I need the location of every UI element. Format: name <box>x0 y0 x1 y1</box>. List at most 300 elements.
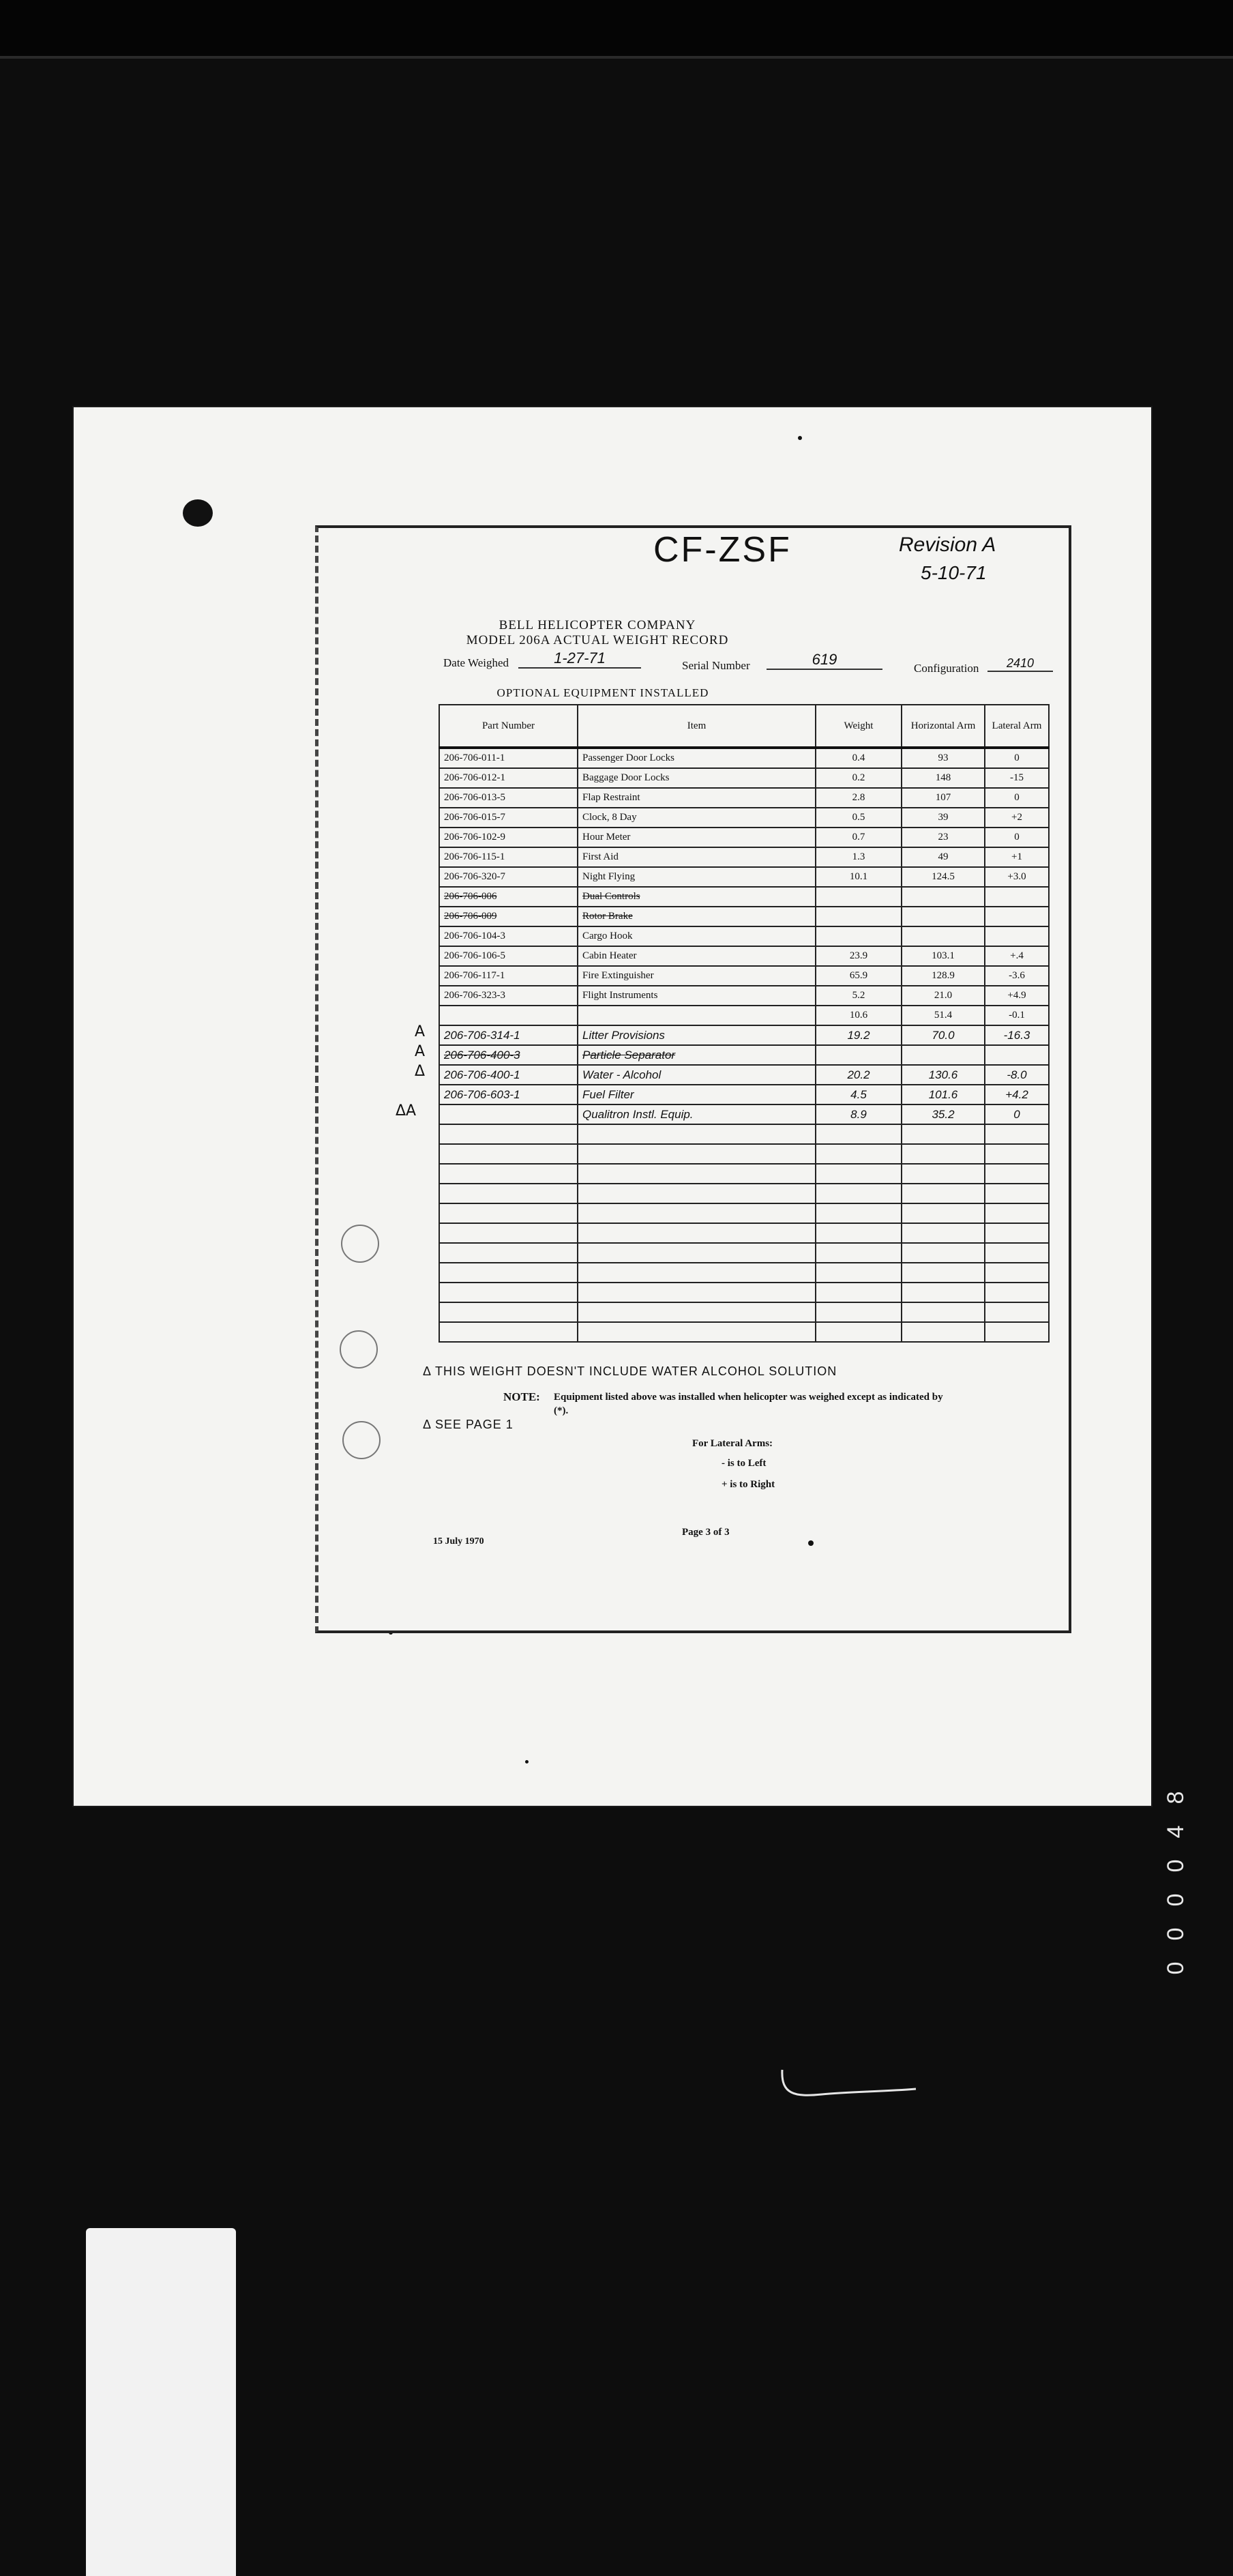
lateral-arm-cell-text: -3.6 <box>1009 970 1025 981</box>
table-row <box>439 1243 1049 1263</box>
part-number-cell <box>439 1263 578 1283</box>
table-row <box>439 1045 1049 1065</box>
ink-blot <box>183 499 213 527</box>
item-cell <box>578 1223 816 1243</box>
date-weighed-label: Date Weighed <box>443 656 509 669</box>
horizontal-arm-cell <box>902 1144 985 1164</box>
item-cell <box>578 1243 816 1263</box>
lateral-arm-cell <box>985 1104 1049 1124</box>
lateral-arm-cell <box>985 1223 1049 1243</box>
horizontal-arm-cell <box>902 1006 985 1025</box>
revision-marker: Δ <box>415 1063 426 1080</box>
lateral-arm-cell <box>985 1283 1049 1302</box>
horizontal-arm-cell-text: 128.9 <box>932 970 955 981</box>
weight-cell <box>816 1322 902 1342</box>
part-number-cell-text: 206-706-400-1 <box>444 1068 520 1081</box>
table-row <box>439 788 1049 808</box>
lateral-arm-cell <box>985 1045 1049 1065</box>
horizontal-arm-cell-text: 21.0 <box>934 990 953 1001</box>
item-cell <box>578 1203 816 1223</box>
lateral-arm-cell-text: -16.3 <box>1003 1028 1030 1042</box>
table-row <box>439 1302 1049 1322</box>
table-row <box>439 1203 1049 1223</box>
weight-cell <box>816 867 902 887</box>
section-title: OPTIONAL EQUIPMENT INSTALLED <box>496 686 709 699</box>
table-row <box>439 907 1049 926</box>
part-number-cell <box>439 1085 578 1104</box>
part-number-cell <box>439 1203 578 1223</box>
item-cell <box>578 887 816 907</box>
column-header-item: Item <box>578 705 816 748</box>
weight-cell <box>816 748 902 768</box>
horizontal-arm-cell <box>902 1104 985 1124</box>
weight-cell-text: 1.3 <box>852 851 865 862</box>
horizontal-arm-cell <box>902 788 985 808</box>
table-row <box>439 1263 1049 1283</box>
part-number-cell <box>439 1243 578 1263</box>
item-cell-text: Rotor Brake <box>582 911 633 922</box>
lateral-arm-cell <box>985 1144 1049 1164</box>
weight-cell-text: 65.9 <box>849 970 868 981</box>
registration-mark: CF-ZSF <box>653 530 792 570</box>
revision-marker: ΔA <box>396 1102 417 1119</box>
table-row <box>439 867 1049 887</box>
handwritten-note-see-page: Δ SEE PAGE 1 <box>423 1418 514 1431</box>
lateral-arm-cell-text: 0 <box>1014 792 1020 803</box>
item-cell-text: Flap Restraint <box>582 792 640 803</box>
weight-cell-text: 23.9 <box>849 950 868 961</box>
lateral-plus-note: + is to Right <box>722 1479 775 1490</box>
item-cell-text: Passenger Door Locks <box>582 752 674 763</box>
weight-cell <box>816 926 902 946</box>
part-number-cell <box>439 1065 578 1085</box>
weight-cell <box>816 1085 902 1104</box>
part-number-cell <box>439 1144 578 1164</box>
item-cell-text: Night Flying <box>582 871 636 882</box>
item-cell <box>578 1164 816 1184</box>
lateral-arm-cell <box>985 966 1049 986</box>
part-number-cell-text: 206-706-011-1 <box>444 752 505 763</box>
table-row <box>439 1124 1049 1144</box>
weight-cell <box>816 1302 902 1322</box>
item-cell <box>578 926 816 946</box>
frame-number-digit: 0 <box>1163 1961 1189 1975</box>
table-row <box>439 1223 1049 1243</box>
weight-cell <box>816 966 902 986</box>
lateral-arm-cell <box>985 1203 1049 1223</box>
horizontal-arm-cell <box>902 1045 985 1065</box>
table-row <box>439 946 1049 966</box>
revision-marker: A <box>415 1023 426 1040</box>
part-number-cell-text: 206-706-102-9 <box>444 832 505 843</box>
film-frame-number <box>1159 1781 1200 1985</box>
part-number-cell <box>439 907 578 926</box>
lateral-arm-cell <box>985 946 1049 966</box>
date-weighed-value: 1-27-71 <box>518 649 641 669</box>
item-cell <box>578 1006 816 1025</box>
horizontal-arm-cell <box>902 828 985 847</box>
horizontal-arm-cell-text: 107 <box>935 792 951 803</box>
horizontal-arm-cell <box>902 986 985 1006</box>
weight-cell <box>816 1243 902 1263</box>
part-number-cell <box>439 1104 578 1124</box>
optional-equipment-table <box>439 704 1050 1343</box>
part-number-cell-text: 206-706-323-3 <box>444 990 505 1001</box>
lateral-arm-cell-text: -15 <box>1010 772 1024 783</box>
part-number-cell <box>439 828 578 847</box>
part-number-cell <box>439 966 578 986</box>
horizontal-arm-cell-text: 49 <box>938 851 949 862</box>
item-cell <box>578 1144 816 1164</box>
item-cell-text: Qualitron Instl. Equip. <box>582 1107 694 1121</box>
column-header-horizontal-arm: Horizontal Arm <box>902 705 985 748</box>
lateral-arm-cell <box>985 1184 1049 1203</box>
item-cell <box>578 1263 816 1283</box>
lateral-arm-cell <box>985 1243 1049 1263</box>
film-scratch-mark <box>781 2067 917 2101</box>
lateral-arm-cell-text: +1 <box>1011 851 1022 862</box>
horizontal-arm-cell <box>902 887 985 907</box>
weight-cell <box>816 847 902 867</box>
lateral-arm-cell-text: 0 <box>1014 752 1020 763</box>
weight-cell-text: 10.6 <box>849 1010 868 1021</box>
item-cell-text: Flight Instruments <box>582 990 658 1001</box>
weight-cell <box>816 887 902 907</box>
part-number-cell <box>439 986 578 1006</box>
horizontal-arm-cell <box>902 946 985 966</box>
weight-cell <box>816 1164 902 1184</box>
weight-cell-text: 0.5 <box>852 812 865 823</box>
lateral-arm-cell-text: +3.0 <box>1007 871 1026 882</box>
lateral-arm-cell-text: -8.0 <box>1007 1068 1027 1081</box>
item-cell <box>578 1184 816 1203</box>
horizontal-arm-cell-text: 70.0 <box>932 1028 955 1042</box>
item-cell <box>578 907 816 926</box>
horizontal-arm-cell <box>902 1223 985 1243</box>
lateral-arms-heading: For Lateral Arms: <box>692 1438 773 1449</box>
horizontal-arm-cell-text: 103.1 <box>932 950 955 961</box>
part-number-cell <box>439 1184 578 1203</box>
part-number-cell <box>439 1025 578 1045</box>
column-header-part-number: Part Number <box>439 705 578 748</box>
column-header-lateral-arm: Lateral Arm <box>985 705 1049 748</box>
part-number-cell-text: 206-706-012-1 <box>444 772 505 783</box>
configuration-value: 2410 <box>987 656 1053 672</box>
part-number-cell <box>439 768 578 788</box>
horizontal-arm-cell <box>902 768 985 788</box>
horizontal-arm-cell <box>902 1085 985 1104</box>
note-label: NOTE: <box>503 1390 540 1403</box>
weight-cell <box>816 1223 902 1243</box>
item-cell <box>578 1045 816 1065</box>
item-cell-text: Particle Separator <box>582 1048 676 1062</box>
horizontal-arm-cell-text: 39 <box>938 812 949 823</box>
table-row <box>439 1085 1049 1104</box>
weight-cell-text: 8.9 <box>850 1107 867 1121</box>
horizontal-arm-cell-text: 130.6 <box>928 1068 958 1081</box>
frame-number-digit: 8 <box>1163 1791 1189 1804</box>
lateral-arm-cell <box>985 768 1049 788</box>
table-row <box>439 1184 1049 1203</box>
weight-cell-text: 4.5 <box>850 1087 867 1101</box>
lateral-arm-cell <box>985 1065 1049 1085</box>
item-cell <box>578 1302 816 1322</box>
weight-cell <box>816 907 902 926</box>
part-number-cell-text: 206-706-400-3 <box>444 1048 520 1062</box>
handwritten-note-weight: Δ THIS WEIGHT DOESN'T INCLUDE WATER ALCOHOL SOLUTION <box>423 1364 837 1378</box>
part-number-cell <box>439 788 578 808</box>
item-cell <box>578 1124 816 1144</box>
lateral-arm-cell-text: +.4 <box>1010 950 1024 961</box>
record-title: MODEL 206A ACTUAL WEIGHT RECORD <box>466 633 729 647</box>
weight-cell-text: 2.8 <box>852 792 865 803</box>
horizontal-arm-cell-text: 23 <box>938 832 949 843</box>
item-cell <box>578 1025 816 1045</box>
lateral-minus-note: - is to Left <box>722 1458 767 1469</box>
table-row <box>439 828 1049 847</box>
item-cell-text: Hour Meter <box>582 832 631 843</box>
lateral-arm-cell <box>985 1085 1049 1104</box>
part-number-cell <box>439 847 578 867</box>
frame-number-digit: 0 <box>1163 1927 1189 1941</box>
serial-number-label: Serial Number <box>682 659 750 672</box>
table-row <box>439 1283 1049 1302</box>
item-cell <box>578 1104 816 1124</box>
item-cell-text: Fire Extinguisher <box>582 970 654 981</box>
weight-cell <box>816 1144 902 1164</box>
weight-cell-text: 10.1 <box>849 871 868 882</box>
lateral-arm-cell <box>985 1263 1049 1283</box>
part-number-cell <box>439 1045 578 1065</box>
part-number-cell-text: 206-706-015-7 <box>444 812 505 823</box>
table-row <box>439 1006 1049 1025</box>
weight-cell <box>816 1263 902 1283</box>
part-number-cell <box>439 887 578 907</box>
lateral-arm-cell <box>985 828 1049 847</box>
weight-cell <box>816 1045 902 1065</box>
lateral-arm-cell <box>985 926 1049 946</box>
part-number-cell <box>439 1283 578 1302</box>
lateral-arm-cell-text: 0 <box>1013 1107 1020 1121</box>
horizontal-arm-cell <box>902 1203 985 1223</box>
horizontal-arm-cell <box>902 1124 985 1144</box>
lateral-arm-cell-text: -0.1 <box>1009 1010 1025 1021</box>
lateral-arm-cell <box>985 887 1049 907</box>
form-date: 15 July 1970 <box>433 1536 484 1547</box>
weight-cell <box>816 1283 902 1302</box>
weight-cell <box>816 1025 902 1045</box>
horizontal-arm-cell-text: 93 <box>938 752 949 763</box>
item-cell-text: Fuel Filter <box>582 1087 634 1101</box>
lateral-arm-cell-text: +4.9 <box>1007 990 1026 1001</box>
speck <box>798 436 802 440</box>
lateral-arm-cell <box>985 748 1049 768</box>
table-row <box>439 1322 1049 1342</box>
lateral-arm-cell <box>985 808 1049 828</box>
lateral-arm-cell-text: +4.2 <box>1005 1087 1028 1101</box>
horizontal-arm-cell <box>902 748 985 768</box>
item-cell <box>578 768 816 788</box>
film-top-strip <box>0 0 1233 58</box>
lateral-arm-cell-text: 0 <box>1014 832 1020 843</box>
item-cell <box>578 966 816 986</box>
horizontal-arm-cell <box>902 1025 985 1045</box>
note-text: Equipment listed above was installed when helicopter was weighed except as indicated by (*). <box>554 1392 943 1416</box>
part-number-cell-text: 206-706-009 <box>444 911 497 922</box>
horizontal-arm-cell-text: 101.6 <box>928 1087 958 1101</box>
item-cell <box>578 1322 816 1342</box>
part-number-cell-text: 206-706-117-1 <box>444 970 505 981</box>
item-cell-text: Litter Provisions <box>582 1028 665 1042</box>
lateral-arm-cell <box>985 1322 1049 1342</box>
horizontal-arm-cell <box>902 1302 985 1322</box>
item-cell-text: Cabin Heater <box>582 950 637 961</box>
part-number-cell-text: 206-706-115-1 <box>444 851 505 862</box>
horizontal-arm-cell-text: 35.2 <box>932 1107 955 1121</box>
part-number-cell-text: 206-706-320-7 <box>444 871 505 882</box>
table-row <box>439 1065 1049 1085</box>
horizontal-arm-cell-text: 148 <box>935 772 951 783</box>
item-cell <box>578 748 816 768</box>
revision-label: Revision A <box>899 533 996 556</box>
horizontal-arm-cell-text: 51.4 <box>934 1010 953 1021</box>
table-row <box>439 926 1049 946</box>
weight-cell-text: 0.2 <box>852 772 865 783</box>
horizontal-arm-cell <box>902 1283 985 1302</box>
item-cell-text: First Aid <box>582 851 619 862</box>
horizontal-arm-cell <box>902 1322 985 1342</box>
frame-number-digit: 0 <box>1163 1893 1189 1907</box>
weight-cell-text: 0.4 <box>852 752 865 763</box>
lateral-arm-cell <box>985 867 1049 887</box>
part-number-cell <box>439 867 578 887</box>
weight-cell <box>816 808 902 828</box>
horizontal-arm-cell <box>902 847 985 867</box>
part-number-cell-text: 206-706-603-1 <box>444 1087 520 1101</box>
lateral-arm-cell <box>985 847 1049 867</box>
part-number-cell-text: 206-706-006 <box>444 891 497 902</box>
part-number-cell-text: 206-706-314-1 <box>444 1028 520 1042</box>
item-cell <box>578 1065 816 1085</box>
weight-cell <box>816 788 902 808</box>
horizontal-arm-cell <box>902 808 985 828</box>
item-cell <box>578 946 816 966</box>
company-name: BELL HELICOPTER COMPANY <box>499 618 696 632</box>
lateral-arm-cell <box>985 986 1049 1006</box>
part-number-cell <box>439 1164 578 1184</box>
item-cell-text: Cargo Hook <box>582 931 633 941</box>
table-row <box>439 847 1049 867</box>
page-number: Page 3 of 3 <box>682 1527 730 1538</box>
table-row <box>439 1025 1049 1045</box>
speck <box>525 1760 529 1763</box>
table-row <box>439 887 1049 907</box>
horizontal-arm-cell <box>902 1065 985 1085</box>
item-cell <box>578 986 816 1006</box>
film-edge-line <box>0 56 1233 59</box>
frame-number-digit: 4 <box>1163 1825 1189 1839</box>
weight-cell <box>816 768 902 788</box>
part-number-cell <box>439 926 578 946</box>
revision-marker: A <box>415 1043 426 1060</box>
horizontal-arm-cell <box>902 1263 985 1283</box>
part-number-cell-text: 206-706-104-3 <box>444 931 505 941</box>
lateral-arm-cell <box>985 1006 1049 1025</box>
horizontal-arm-cell-text: 124.5 <box>932 871 955 882</box>
weight-cell <box>816 946 902 966</box>
table-row <box>439 986 1049 1006</box>
lateral-arm-cell <box>985 1124 1049 1144</box>
part-number-cell <box>439 1223 578 1243</box>
item-cell <box>578 867 816 887</box>
serial-number-value: 619 <box>767 651 882 670</box>
item-cell <box>578 1283 816 1302</box>
item-cell-text: Dual Controls <box>582 891 640 902</box>
weight-cell-text: 0.7 <box>852 832 865 843</box>
horizontal-arm-cell <box>902 966 985 986</box>
table-row <box>439 768 1049 788</box>
lateral-arm-cell <box>985 1025 1049 1045</box>
table-row <box>439 1104 1049 1124</box>
weight-cell <box>816 1065 902 1085</box>
item-cell <box>578 788 816 808</box>
table-row <box>439 748 1049 768</box>
lateral-arm-cell <box>985 1302 1049 1322</box>
weight-cell <box>816 1203 902 1223</box>
horizontal-arm-cell <box>902 1164 985 1184</box>
part-number-cell-text: 206-706-106-5 <box>444 950 505 961</box>
part-number-cell-text: 206-706-013-5 <box>444 792 505 803</box>
item-cell-text: Baggage Door Locks <box>582 772 670 783</box>
horizontal-arm-cell <box>902 867 985 887</box>
lateral-arm-cell <box>985 1164 1049 1184</box>
part-number-cell <box>439 1006 578 1025</box>
table-header-row <box>439 705 1049 748</box>
weight-cell <box>816 986 902 1006</box>
lateral-arm-cell <box>985 788 1049 808</box>
horizontal-arm-cell <box>902 1184 985 1203</box>
weight-cell-text: 5.2 <box>852 990 865 1001</box>
weight-cell-text: 19.2 <box>847 1028 870 1042</box>
item-cell <box>578 847 816 867</box>
weight-cell <box>816 1184 902 1203</box>
table-row <box>439 966 1049 986</box>
revision-date: 5-10-71 <box>921 562 987 583</box>
item-cell <box>578 808 816 828</box>
horizontal-arm-cell <box>902 1243 985 1263</box>
horizontal-arm-cell <box>902 926 985 946</box>
item-cell-text: Water - Alcohol <box>582 1068 662 1081</box>
weight-cell <box>816 828 902 847</box>
configuration-label: Configuration <box>914 662 979 675</box>
table-row <box>439 1164 1049 1184</box>
part-number-cell <box>439 1322 578 1342</box>
lateral-arm-cell <box>985 907 1049 926</box>
part-number-cell <box>439 946 578 966</box>
part-number-cell <box>439 808 578 828</box>
table-row <box>439 1144 1049 1164</box>
lateral-arm-cell-text: +2 <box>1011 812 1022 823</box>
table-row <box>439 808 1049 828</box>
part-number-cell <box>439 1124 578 1144</box>
weight-cell <box>816 1104 902 1124</box>
weight-cell <box>816 1006 902 1025</box>
frame-number-digit: 0 <box>1163 1859 1189 1873</box>
film-leader-block <box>86 2228 236 2576</box>
item-cell-text: Clock, 8 Day <box>582 812 637 823</box>
horizontal-arm-cell <box>902 907 985 926</box>
part-number-cell <box>439 1302 578 1322</box>
